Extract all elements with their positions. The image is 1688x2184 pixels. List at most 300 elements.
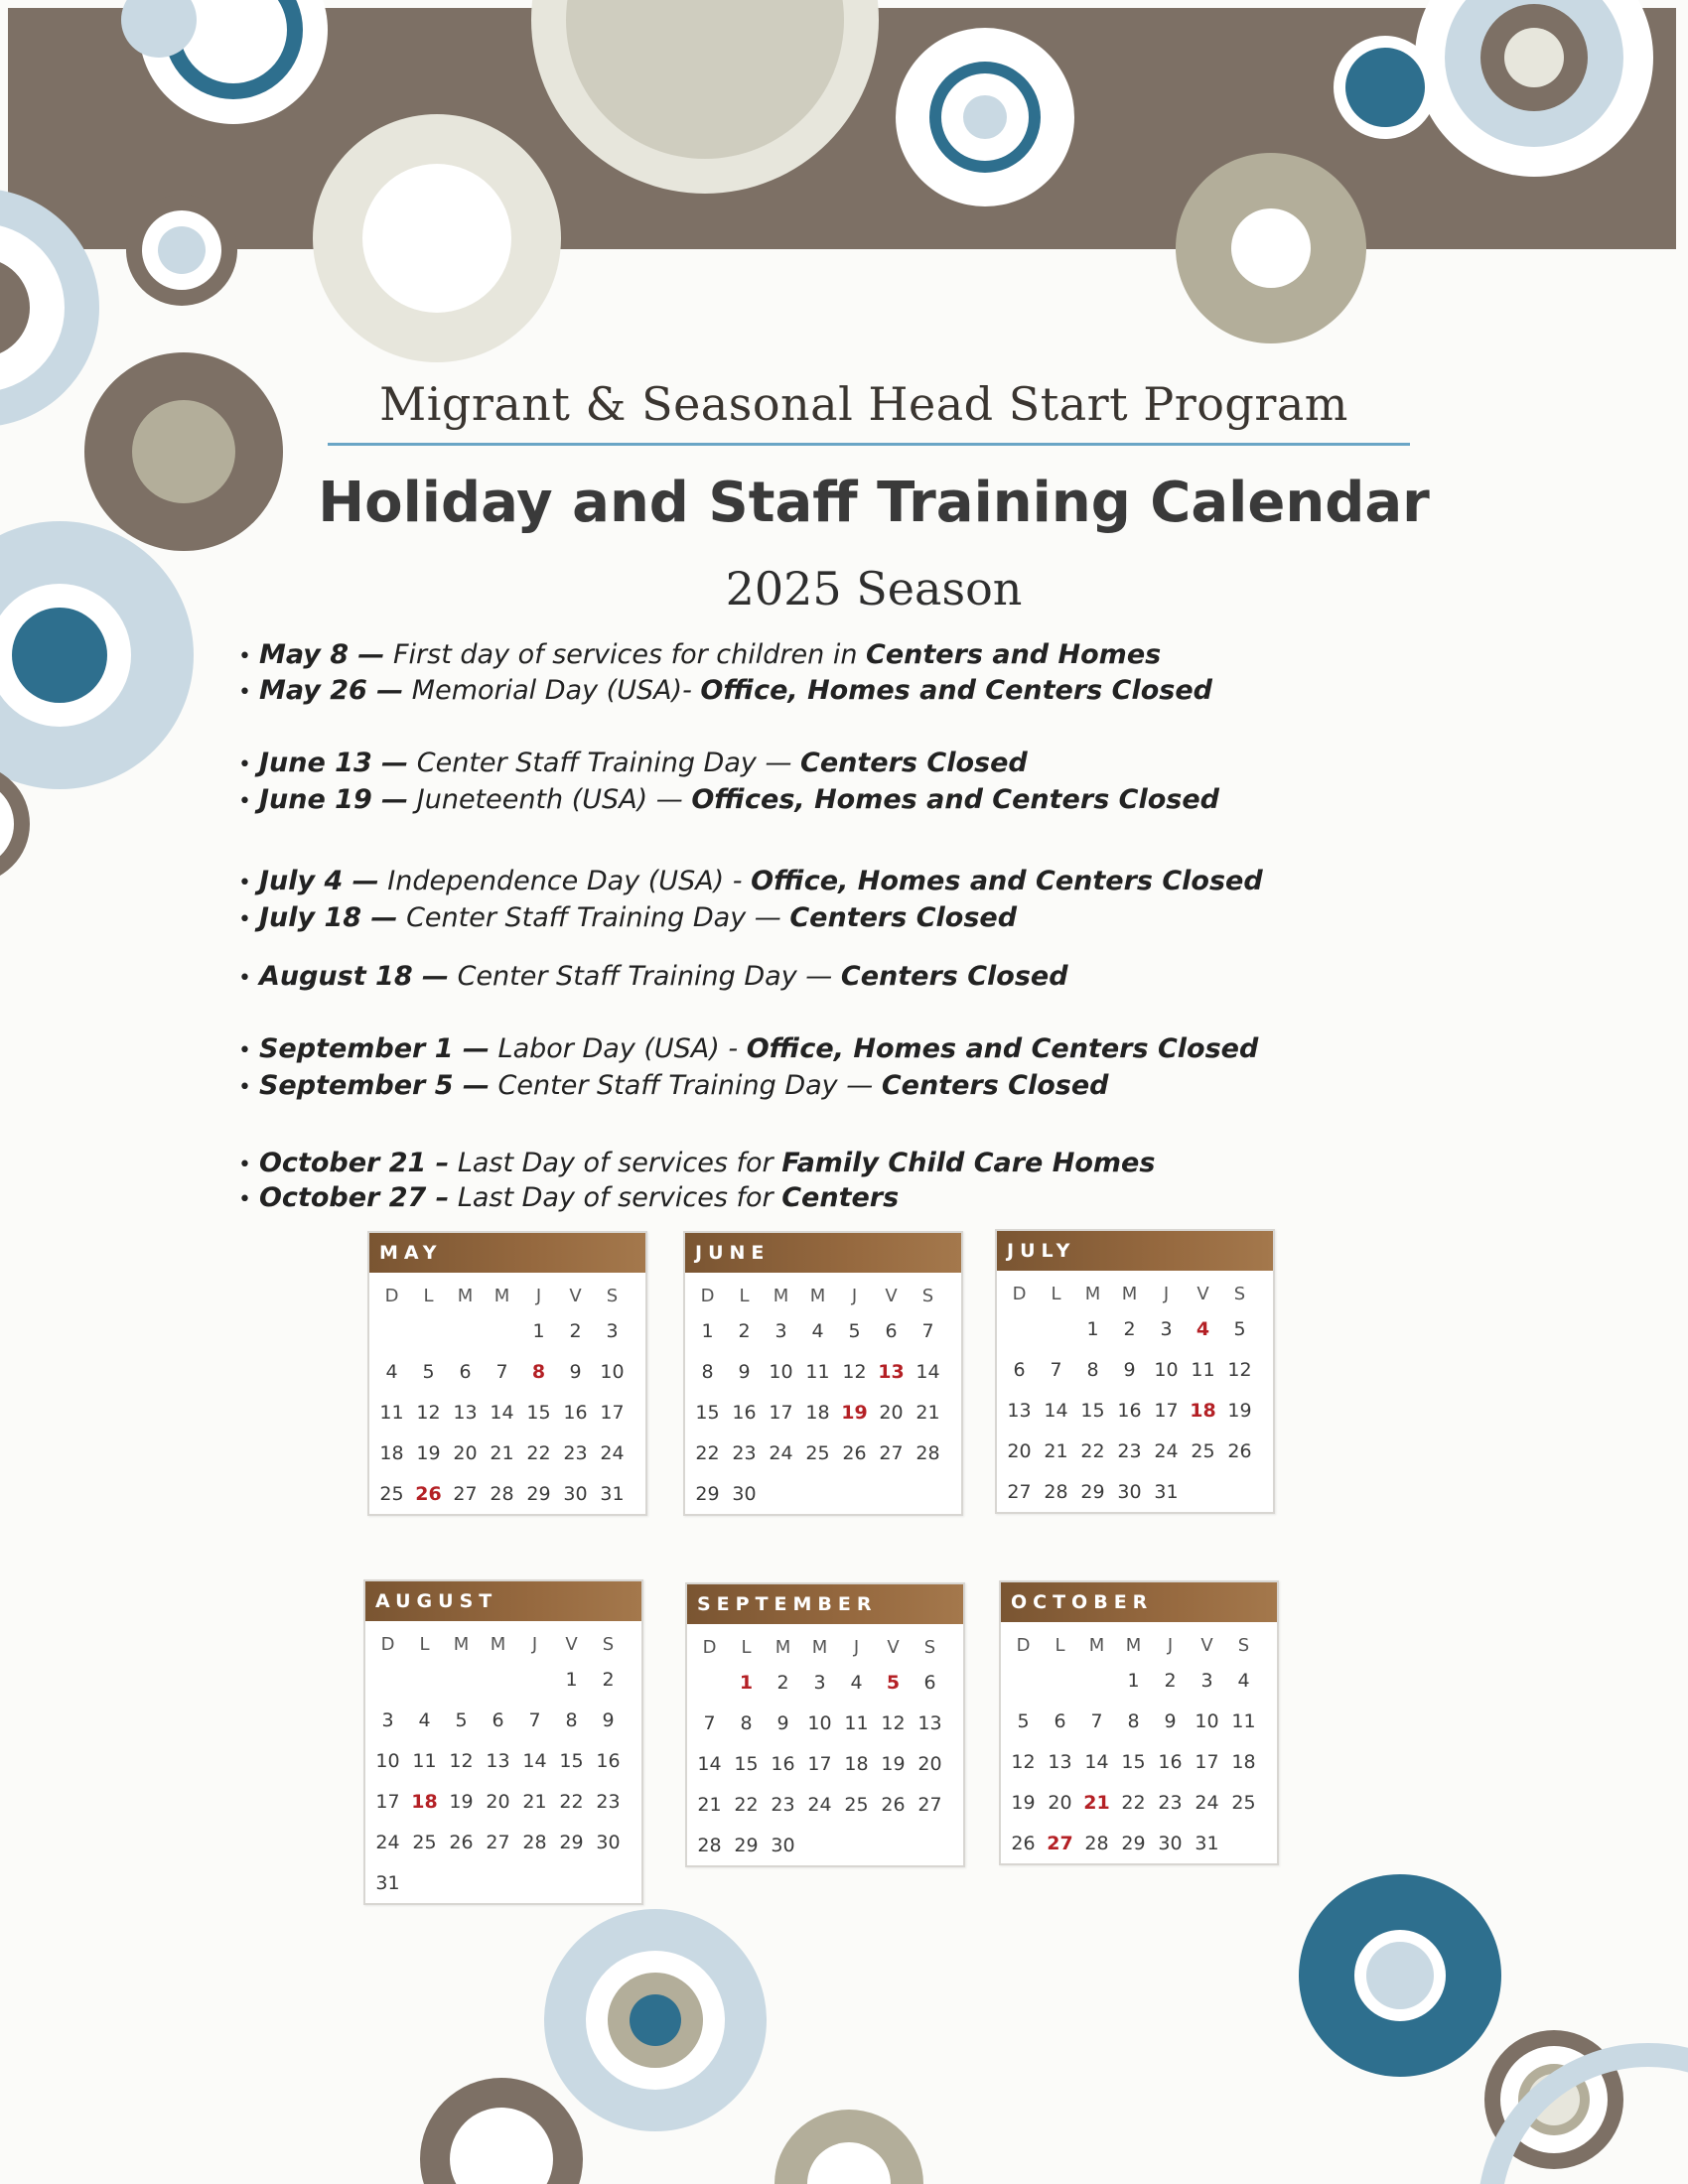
calendar-day: 10 xyxy=(1154,1358,1179,1381)
calendar-empty-cell xyxy=(369,1659,406,1700)
event-item: • June 19 — Juneteenth (USA) — Offices, Homes and Centers Closed xyxy=(238,784,1219,815)
event-item: • June 13 — Center Staff Training Day — Centers Closed xyxy=(238,748,1028,778)
weekday-label: S xyxy=(923,1636,936,1658)
weekday-label: V xyxy=(887,1636,900,1658)
month-grid xyxy=(369,1629,627,1903)
weekday-label: M xyxy=(809,1285,826,1306)
calendar-day: 20 xyxy=(486,1790,510,1813)
month-calendar-july xyxy=(995,1229,1275,1514)
weekday-label: L xyxy=(739,1285,750,1306)
calendar-day: 19 xyxy=(416,1441,441,1464)
calendar-day: 16 xyxy=(1158,1750,1183,1773)
calendar-day: 20 xyxy=(1007,1439,1032,1462)
calendar-day: 4 xyxy=(811,1319,824,1342)
calendar-day: 22 xyxy=(1121,1791,1146,1814)
month-header: JULY xyxy=(997,1231,1273,1271)
weekday-label: L xyxy=(419,1633,430,1655)
calendar-day-holiday: 8 xyxy=(531,1360,546,1383)
weekday-label: L xyxy=(423,1285,434,1306)
calendar-day: 11 xyxy=(412,1749,437,1772)
weekday-label: J xyxy=(853,1636,860,1658)
calendar-day: 22 xyxy=(1080,1439,1105,1462)
calendar-day-holiday: 1 xyxy=(739,1671,754,1694)
calendar-empty-cell xyxy=(443,1659,480,1700)
calendar-day: 12 xyxy=(881,1711,906,1734)
calendar-empty-cell xyxy=(838,1825,875,1865)
event-date: May 8 — xyxy=(258,639,385,670)
calendar-day: 2 xyxy=(1123,1317,1136,1340)
calendar-empty-cell xyxy=(1221,1471,1258,1512)
calendar-day: 9 xyxy=(1123,1358,1136,1381)
calendar-day: 22 xyxy=(695,1441,720,1464)
calendar-day: 1 xyxy=(532,1319,545,1342)
month-calendar-may xyxy=(367,1231,647,1516)
weekday-label: L xyxy=(741,1636,752,1658)
calendar-day: 24 xyxy=(600,1441,625,1464)
calendar-day: 10 xyxy=(1195,1709,1219,1732)
calendar-day: 28 xyxy=(490,1482,514,1505)
calendar-day: 8 xyxy=(1127,1709,1140,1732)
calendar-empty-cell xyxy=(1185,1471,1221,1512)
calendar-day: 4 xyxy=(418,1708,431,1731)
weekday-label: D xyxy=(1016,1634,1031,1656)
weekday-label: D xyxy=(380,1633,395,1655)
calendar-day: 16 xyxy=(563,1401,588,1424)
calendar-day: 27 xyxy=(879,1441,904,1464)
weekday-label: S xyxy=(602,1633,615,1655)
calendar-empty-cell xyxy=(875,1825,912,1865)
event-emphasis: Centers and Homes xyxy=(866,639,1162,670)
calendar-empty-cell xyxy=(873,1473,910,1514)
calendar-day: 19 xyxy=(881,1752,906,1775)
calendar-day: 12 xyxy=(1011,1750,1036,1773)
calendar-empty-cell xyxy=(910,1473,946,1514)
event-description: Memorial Day (USA)- xyxy=(403,675,701,706)
calendar-day: 10 xyxy=(375,1749,400,1772)
weekday-label: J xyxy=(851,1285,858,1306)
calendar-empty-cell xyxy=(1042,1660,1078,1701)
event-emphasis: Offices, Homes and Centers Closed xyxy=(691,784,1219,815)
event-date: June 19 — xyxy=(258,784,409,815)
calendar-day: 24 xyxy=(1195,1791,1219,1814)
calendar-day: 9 xyxy=(602,1708,615,1731)
calendar-day: 27 xyxy=(486,1831,510,1853)
event-item: • October 21 – Last Day of services for Family Child Care Homes xyxy=(238,1148,1156,1178)
calendar-day: 28 xyxy=(522,1831,547,1853)
calendar-day: 1 xyxy=(1127,1669,1140,1692)
weekday-label: M xyxy=(1121,1283,1138,1304)
calendar-day: 9 xyxy=(738,1360,751,1383)
calendar-day: 12 xyxy=(1227,1358,1252,1381)
calendar-day: 26 xyxy=(1011,1832,1036,1854)
calendar-day: 25 xyxy=(1231,1791,1256,1814)
event-emphasis: Office, Homes and Centers Closed xyxy=(700,675,1212,706)
weekday-label: M xyxy=(811,1636,828,1658)
calendar-day: 5 xyxy=(455,1708,468,1731)
calendar-day: 23 xyxy=(563,1441,588,1464)
weekday-label: D xyxy=(702,1636,717,1658)
calendar-day: 22 xyxy=(526,1441,551,1464)
calendar-day: 6 xyxy=(492,1708,504,1731)
calendar-day: 29 xyxy=(695,1482,720,1505)
calendar-empty-cell xyxy=(691,1662,728,1703)
calendar-day: 16 xyxy=(771,1752,795,1775)
page-title: Holiday and Staff Training Calendar xyxy=(318,471,1430,535)
event-date: June 13 — xyxy=(258,748,409,778)
calendar-day: 2 xyxy=(602,1668,615,1691)
weekday-label: V xyxy=(569,1285,582,1306)
event-date: September 5 — xyxy=(258,1070,490,1101)
weekday-label: J xyxy=(535,1285,542,1306)
calendar-day: 4 xyxy=(1237,1669,1250,1692)
calendar-day: 8 xyxy=(740,1711,753,1734)
calendar-empty-cell xyxy=(912,1825,948,1865)
calendar-day: 12 xyxy=(449,1749,474,1772)
calendar-day: 10 xyxy=(769,1360,793,1383)
event-date: August 18 — xyxy=(258,961,450,992)
calendar-day: 29 xyxy=(1080,1480,1105,1503)
calendar-empty-cell xyxy=(1038,1308,1074,1349)
weekday-label: M xyxy=(457,1285,474,1306)
calendar-day: 11 xyxy=(805,1360,830,1383)
calendar-day: 3 xyxy=(1160,1317,1173,1340)
calendar-day: 21 xyxy=(522,1790,547,1813)
event-emphasis: Centers Closed xyxy=(800,748,1028,778)
calendar-day: 23 xyxy=(732,1441,757,1464)
event-item: • July 18 — Center Staff Training Day — Centers Closed xyxy=(238,902,1018,933)
calendar-day: 3 xyxy=(813,1671,826,1694)
calendar-day: 20 xyxy=(917,1752,942,1775)
event-emphasis: Centers Closed xyxy=(881,1070,1109,1101)
calendar-day: 17 xyxy=(769,1401,793,1424)
calendar-empty-cell xyxy=(1225,1823,1262,1863)
event-description: First day of services for children in xyxy=(384,639,867,670)
calendar-day: 19 xyxy=(1227,1399,1252,1422)
month-header: SEPTEMBER xyxy=(687,1584,963,1624)
calendar-day: 25 xyxy=(379,1482,404,1505)
calendar-day: 17 xyxy=(807,1752,832,1775)
calendar-day: 2 xyxy=(776,1671,789,1694)
calendar-empty-cell xyxy=(1005,1660,1042,1701)
calendar-day: 13 xyxy=(486,1749,510,1772)
calendar-day: 7 xyxy=(703,1711,716,1734)
calendar-day: 20 xyxy=(1048,1791,1072,1814)
calendar-day: 1 xyxy=(565,1668,578,1691)
calendar-day: 9 xyxy=(1164,1709,1177,1732)
weekday-label: S xyxy=(921,1285,934,1306)
calendar-day: 15 xyxy=(734,1752,759,1775)
calendar-empty-cell xyxy=(1078,1660,1115,1701)
weekday-label: V xyxy=(1196,1283,1209,1304)
event-date: September 1 — xyxy=(258,1033,490,1064)
calendar-day: 7 xyxy=(1050,1358,1062,1381)
calendar-day: 26 xyxy=(449,1831,474,1853)
event-item: • July 4 — Independence Day (USA) - Office, Homes and Centers Closed xyxy=(238,866,1263,896)
calendar-day: 15 xyxy=(559,1749,584,1772)
calendar-day: 19 xyxy=(1011,1791,1036,1814)
calendar-day-holiday: 21 xyxy=(1083,1791,1110,1814)
calendar-day: 30 xyxy=(1117,1480,1142,1503)
calendar-empty-cell xyxy=(480,1862,516,1903)
calendar-day: 31 xyxy=(1195,1832,1219,1854)
calendar-day-holiday: 13 xyxy=(878,1360,905,1383)
calendar-empty-cell xyxy=(516,1862,553,1903)
event-emphasis: Office, Homes and Centers Closed xyxy=(751,866,1263,896)
weekday-label: S xyxy=(1233,1283,1246,1304)
calendar-day: 14 xyxy=(915,1360,940,1383)
calendar-day: 28 xyxy=(1084,1832,1109,1854)
month-calendar-august xyxy=(363,1579,643,1905)
calendar-day: 2 xyxy=(1164,1669,1177,1692)
calendar-day-holiday: 18 xyxy=(411,1790,438,1813)
calendar-day: 22 xyxy=(734,1793,759,1816)
calendar-day: 29 xyxy=(1121,1832,1146,1854)
calendar-day: 13 xyxy=(1048,1750,1072,1773)
calendar-day: 23 xyxy=(771,1793,795,1816)
calendar-day: 17 xyxy=(1195,1750,1219,1773)
weekday-label: D xyxy=(1012,1283,1027,1304)
calendar-day: 2 xyxy=(569,1319,582,1342)
calendar-day: 7 xyxy=(1090,1709,1103,1732)
calendar-day: 29 xyxy=(526,1482,551,1505)
calendar-day: 11 xyxy=(379,1401,404,1424)
weekday-label: D xyxy=(384,1285,399,1306)
event-description: Last Day of services for xyxy=(449,1182,782,1213)
event-emphasis: Centers Closed xyxy=(789,902,1018,933)
calendar-day: 14 xyxy=(490,1401,514,1424)
calendar-day: 18 xyxy=(1231,1750,1256,1773)
calendar-day: 21 xyxy=(697,1793,722,1816)
event-emphasis: Centers xyxy=(781,1182,900,1213)
month-grid xyxy=(1001,1279,1258,1512)
event-item: • August 18 — Center Staff Training Day — Centers Closed xyxy=(238,961,1068,992)
weekday-label: V xyxy=(565,1633,578,1655)
weekday-label: M xyxy=(493,1285,510,1306)
calendar-day: 9 xyxy=(776,1711,789,1734)
calendar-day: 8 xyxy=(565,1708,578,1731)
calendar-day: 15 xyxy=(1121,1750,1146,1773)
calendar-day: 6 xyxy=(1054,1709,1066,1732)
calendar-empty-cell xyxy=(406,1862,443,1903)
calendar-day: 27 xyxy=(1007,1480,1032,1503)
season-label: 2025 Season xyxy=(725,562,1023,615)
calendar-day: 1 xyxy=(1086,1317,1099,1340)
calendar-day: 28 xyxy=(697,1834,722,1856)
calendar-day: 21 xyxy=(915,1401,940,1424)
calendar-day: 1 xyxy=(701,1319,714,1342)
month-calendar-september xyxy=(685,1582,965,1867)
calendar-day: 25 xyxy=(805,1441,830,1464)
event-description: Center Staff Training Day — xyxy=(449,961,841,992)
calendar-day: 31 xyxy=(1154,1480,1179,1503)
calendar-day: 3 xyxy=(1200,1669,1213,1692)
month-calendar-june xyxy=(683,1231,963,1516)
calendar-day: 26 xyxy=(1227,1439,1252,1462)
calendar-day: 13 xyxy=(1007,1399,1032,1422)
month-grid xyxy=(691,1632,948,1865)
calendar-day-holiday: 27 xyxy=(1047,1832,1073,1854)
calendar-day: 6 xyxy=(1013,1358,1026,1381)
calendar-empty-cell xyxy=(799,1473,836,1514)
month-header: JUNE xyxy=(685,1233,961,1273)
weekday-label: M xyxy=(453,1633,470,1655)
calendar-day: 14 xyxy=(1084,1750,1109,1773)
event-description: Labor Day (USA) - xyxy=(489,1033,747,1064)
calendar-day: 5 xyxy=(422,1360,435,1383)
calendar-day: 24 xyxy=(807,1793,832,1816)
calendar-day: 11 xyxy=(1231,1709,1256,1732)
calendar-day: 29 xyxy=(734,1834,759,1856)
calendar-empty-cell xyxy=(590,1862,627,1903)
calendar-day: 5 xyxy=(1017,1709,1030,1732)
event-date: October 27 – xyxy=(258,1182,450,1213)
calendar-day: 26 xyxy=(842,1441,867,1464)
calendar-day: 2 xyxy=(738,1319,751,1342)
calendar-day: 12 xyxy=(416,1401,441,1424)
event-description: Center Staff Training Day — xyxy=(489,1070,882,1101)
calendar-day: 14 xyxy=(1044,1399,1068,1422)
calendar-day: 10 xyxy=(600,1360,625,1383)
calendar-day: 30 xyxy=(596,1831,621,1853)
calendar-day: 5 xyxy=(848,1319,861,1342)
weekday-label: M xyxy=(774,1636,791,1658)
calendar-empty-cell xyxy=(443,1862,480,1903)
calendar-day: 23 xyxy=(1117,1439,1142,1462)
calendar-day: 26 xyxy=(881,1793,906,1816)
calendar-day: 25 xyxy=(844,1793,869,1816)
calendar-day: 25 xyxy=(412,1831,437,1853)
event-item: • September 1 — Labor Day (USA) - Office, Homes and Centers Closed xyxy=(238,1033,1259,1064)
calendar-day: 17 xyxy=(600,1401,625,1424)
calendar-day: 7 xyxy=(495,1360,508,1383)
event-item: • October 27 – Last Day of services for Centers xyxy=(238,1182,900,1213)
calendar-empty-cell xyxy=(836,1473,873,1514)
calendar-day: 4 xyxy=(850,1671,863,1694)
calendar-empty-cell xyxy=(553,1862,590,1903)
calendar-day: 31 xyxy=(375,1871,400,1894)
month-header: AUGUST xyxy=(365,1581,641,1621)
weekday-label: M xyxy=(1088,1634,1105,1656)
weekday-label: L xyxy=(1051,1283,1061,1304)
calendar-day: 25 xyxy=(1191,1439,1215,1462)
calendar-day: 11 xyxy=(844,1711,869,1734)
calendar-day: 14 xyxy=(522,1749,547,1772)
event-item: • May 26 — Memorial Day (USA)- Office, Homes and Centers Closed xyxy=(238,675,1212,706)
calendar-day: 6 xyxy=(885,1319,898,1342)
event-date: July 4 — xyxy=(258,866,379,896)
calendar-day: 16 xyxy=(596,1749,621,1772)
event-date: July 18 — xyxy=(258,902,398,933)
month-grid xyxy=(1005,1630,1262,1863)
calendar-day: 15 xyxy=(526,1401,551,1424)
weekday-label: J xyxy=(1163,1283,1170,1304)
program-name: Migrant & Seasonal Head Start Program xyxy=(379,377,1348,431)
month-header: OCTOBER xyxy=(1001,1582,1277,1622)
calendar-day: 24 xyxy=(1154,1439,1179,1462)
calendar-day: 19 xyxy=(449,1790,474,1813)
calendar-day: 27 xyxy=(917,1793,942,1816)
event-emphasis: Office, Homes and Centers Closed xyxy=(746,1033,1259,1064)
calendar-day: 11 xyxy=(1191,1358,1215,1381)
calendar-day: 16 xyxy=(1117,1399,1142,1422)
calendar-day: 16 xyxy=(732,1401,757,1424)
calendar-day: 12 xyxy=(842,1360,867,1383)
calendar-day-holiday: 19 xyxy=(841,1401,868,1424)
calendar-day: 29 xyxy=(559,1831,584,1853)
calendar-day: 30 xyxy=(732,1482,757,1505)
weekday-label: V xyxy=(885,1285,898,1306)
calendar-empty-cell xyxy=(516,1659,553,1700)
calendar-day: 17 xyxy=(1154,1399,1179,1422)
calendar-day: 4 xyxy=(385,1360,398,1383)
calendar-empty-cell xyxy=(447,1310,484,1351)
calendar-empty-cell xyxy=(484,1310,520,1351)
calendar-empty-cell xyxy=(801,1825,838,1865)
weekday-label: M xyxy=(773,1285,789,1306)
weekday-label: L xyxy=(1055,1634,1065,1656)
calendar-day: 20 xyxy=(453,1441,478,1464)
calendar-day: 13 xyxy=(453,1401,478,1424)
weekday-label: D xyxy=(700,1285,715,1306)
calendar-day: 8 xyxy=(701,1360,714,1383)
calendar-day: 31 xyxy=(600,1482,625,1505)
calendar-day: 22 xyxy=(559,1790,584,1813)
calendar-day: 30 xyxy=(1158,1832,1183,1854)
calendar-day-holiday: 18 xyxy=(1190,1399,1216,1422)
event-description: Center Staff Training Day — xyxy=(408,748,801,778)
event-description: Independence Day (USA) - xyxy=(378,866,752,896)
calendar-day: 5 xyxy=(1233,1317,1246,1340)
weekday-label: J xyxy=(531,1633,538,1655)
calendar-day-holiday: 5 xyxy=(886,1671,901,1694)
calendar-day: 8 xyxy=(1086,1358,1099,1381)
calendar-day: 10 xyxy=(807,1711,832,1734)
event-description: Last Day of services for xyxy=(449,1148,782,1178)
calendar-day: 23 xyxy=(596,1790,621,1813)
calendar-day: 28 xyxy=(1044,1480,1068,1503)
weekday-label: S xyxy=(606,1285,619,1306)
event-item: • September 5 — Center Staff Training Day — Centers Closed xyxy=(238,1070,1109,1101)
calendar-day: 18 xyxy=(379,1441,404,1464)
weekday-label: M xyxy=(1125,1634,1142,1656)
calendar-day: 24 xyxy=(375,1831,400,1853)
calendar-empty-cell xyxy=(480,1659,516,1700)
calendar-day-holiday: 26 xyxy=(415,1482,442,1505)
weekday-label: M xyxy=(490,1633,506,1655)
calendar-day: 18 xyxy=(805,1401,830,1424)
calendar-day: 6 xyxy=(459,1360,472,1383)
event-date: May 26 — xyxy=(258,675,404,706)
month-header: MAY xyxy=(369,1233,645,1273)
calendar-day: 7 xyxy=(528,1708,541,1731)
calendar-day: 9 xyxy=(569,1360,582,1383)
calendar-day: 24 xyxy=(769,1441,793,1464)
calendar-day: 3 xyxy=(381,1708,394,1731)
event-emphasis: Centers Closed xyxy=(840,961,1068,992)
calendar-day: 14 xyxy=(697,1752,722,1775)
weekday-label: S xyxy=(1237,1634,1250,1656)
event-date: October 21 – xyxy=(258,1148,450,1178)
calendar-day: 20 xyxy=(879,1401,904,1424)
calendar-day: 13 xyxy=(917,1711,942,1734)
calendar-day: 3 xyxy=(606,1319,619,1342)
calendar-day: 21 xyxy=(490,1441,514,1464)
event-description: Juneteenth (USA) — xyxy=(408,784,692,815)
weekday-label: V xyxy=(1200,1634,1213,1656)
calendar-day: 30 xyxy=(563,1482,588,1505)
calendar-empty-cell xyxy=(406,1659,443,1700)
calendar-day: 17 xyxy=(375,1790,400,1813)
